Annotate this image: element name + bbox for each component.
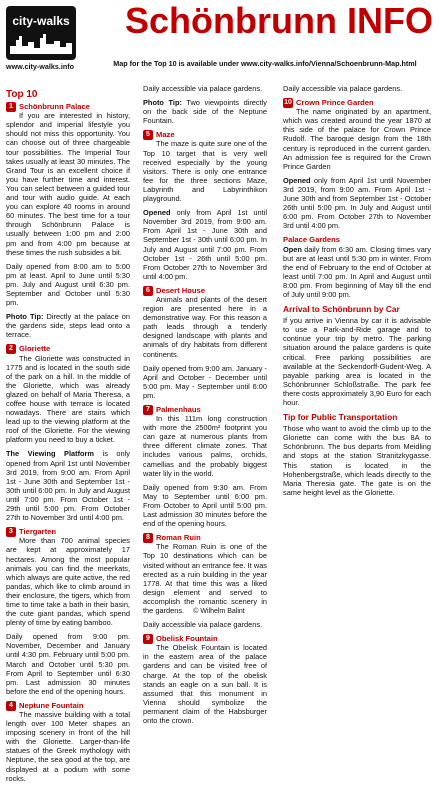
item-text: More than 700 animal species are kept at approximately 17 hectares. Among the most popular animals you can find the meerkats, which always are quite active, the red pandas, which like to climb around in their enclosure, the tigers, which from time to time take a bath in their basin, the cute giant pandas, which spend plenty of time by eating bamboo. [6, 536, 130, 628]
top10-heading: Top 10 [6, 89, 38, 100]
page-subtitle: Map for the Top 10 is available under www.city-walks.info/Vienna/Schoenbrunn-Map.html [113, 59, 417, 68]
item-hours: Daily opened from 8:00 am to 5:00 pm at least. April to June until 5:30 pm. July and August until 6:30 pm. September and October until 5:30 pm. [6, 261, 130, 308]
car-arrival-text: If you arrive in Vienna by car it is advisable to use a Park-and-Ride garage and to continue your trip by metro. The parking situation around the palace gardens is quite critical. Free parking possibilities are available at the Seckendorff-Gudent-Weg. A payable parking area is located in the Schönbrunner Schloßstraße. The park fee there costs approximately 3,90 Euro for each hour. [283, 316, 431, 407]
item-text: The Roman Ruin is one of the Top 10 destinations which can be visited without an entrance fee. It was erected as a ruin building in the year 1778. At that time this was a liked design element and served to accomplish the romantic scenery in the gardens. [143, 542, 267, 615]
item-hours: Daily accessible via palace gardens. [143, 620, 263, 630]
car-arrival-heading: Arrival to Schönbrunn by Car [283, 304, 400, 315]
item-hours: Daily opened from 9:00 pm. November, December and January until 4:30 pm. February until 5:00 pm. March and October until 5:30 pm. From April to September until 6:30 pm. Last admission 30 minutes before the end of the opening hours. [6, 632, 130, 696]
item-hours: Daily accessible via palace gardens. [143, 84, 263, 93]
item-text: If you are interested in history, splendor and imperial lifestyle you should not miss this opportunity. You can choose out of three chargeable tour possibilities. The Imperial Tour takes usually at least 30 minutes. The Grand Tour is an excellent choice if you have further time and interest. You can select between a guided tour and tour with audio guide. At each you can explore 40 rooms in around 60 minutes. The best time for a tour through Schönbrunn Palace is usually between 1:00 pm and 2:00 pm and from 4:00 pm because at these times the rush subsides a bit. [6, 111, 130, 257]
item-text: The Obelisk Fountain is located in the eastern area of the palace gardens and can be visited free of charge. At the top of the obelisk stands an eagle on a sun ball. It is assumed that this monument in Vienna should symbolize the permanent claim of the Habsburger onto the crown. [143, 643, 267, 725]
item-hours: Daily accessible via palace gardens. [283, 84, 403, 93]
item-heading: 8 Roman Ruin [143, 533, 267, 542]
palace-gardens-heading: Palace Gardens [283, 235, 340, 245]
item-heading: 2 Gloriette [6, 344, 130, 353]
item-number-badge: 9 [143, 634, 153, 644]
item-number-badge: 6 [143, 286, 153, 296]
page-title: Schönbrunn INFO [125, 0, 433, 41]
copyright-footer: © Wilhelm Balint [193, 608, 245, 615]
item-text: Animals and plants of the desert region are presented here in a demonstrative way. For this reason a path leads through a tenderly designed landscape with plants and animals of dry habitats from different continents. [143, 294, 267, 359]
item-number-badge: 2 [6, 344, 16, 354]
item-heading: 5 Maze [143, 130, 267, 139]
item-text: The maze is quite sure one of the Top 10 target that is very well received especially by the young visitors. There is only one entrance fee for the three sections Maze, Labyrinth and Labyrinthikon playground. [143, 139, 267, 204]
item-number-badge: 1 [6, 102, 16, 112]
logo-text: city-walks [12, 14, 70, 28]
item-number-badge: 8 [143, 533, 153, 543]
item-heading: 4 Neptune Fountain [6, 701, 130, 710]
item-hours: The Viewing Platform is only opened from April 1st until November 3rd 2019, from 9:00 am. From April 1st - June 30th and September 1st - 30th until 6:00 pm. In July and August until 7:00 pm. From October 1st - 29th until 5:00 pm. From October 27th to November 3rd until 4:00 pm. [6, 449, 130, 523]
item-text: The massive building with a total length over 100 Meter shapes an imposing scenery in front of the hill with the Gloriette. Larger-than-life statues of the Greek mythology with Neptune, the sea good at the top, are displayed at a podium with some rocks. [6, 710, 130, 783]
item-photo-tip: Photo Tip: Directly at the palace on the gardens side, steps lead onto a terrace. [6, 312, 131, 340]
column-2 [143, 84, 267, 730]
item-hours: Opened only from April 1st until November 3rd 2019, from 9:00 am. From April 1st - June 30th and from September 1st - October 26th until 5:00 pm. In July and August until 6:00 pm. From October 27th to November 3rd until 4:00 pm. [283, 175, 431, 231]
item-text: The Gloriette was constructed in 1775 and is located in the south side of the park on a hill. In the middle of the Gloriette, which was already glazed on behalf of Maria Theresa, a coffee house with terrace is located nowadays. There are stairs which lead up to the viewing platform at the roof of the Gloriette. For the viewing platform you need to buy a ticket. [6, 353, 130, 445]
city-skyline-icon [10, 32, 72, 54]
logo-url: www.city-walks.info [6, 62, 75, 71]
city-walks-logo [6, 6, 76, 70]
column-1 [6, 90, 130, 788]
item-hours: Daily opened from 9:00 am. January - April and October - December until 5:00 pm. May - September until 6:00 pm. [143, 363, 267, 400]
item-number-badge: 10 [284, 99, 292, 107]
item-hours: Opened only from April 1st until November 3rd 2019, from 9:00 am. From April 1st - June 30th and September 1st - 30th until 6:00 pm. In July and August until 7:00 pm. From October 1st - 26th until 5:00 pm. From October 27th to November 3rd until 4:00 pm. [143, 208, 267, 281]
item-heading: 9 Obelisk Fountain [143, 634, 267, 643]
item-number-badge: 7 [143, 405, 153, 415]
item-heading: 1 Schönbrunn Palace [6, 102, 130, 111]
item-heading: 7 Palmenhaus [143, 405, 267, 414]
item-number-badge: 5 [143, 130, 153, 140]
item-number-badge: 3 [6, 527, 16, 537]
column-3 [283, 84, 431, 502]
item-number-badge: 4 [6, 701, 16, 711]
item-text: The name originated by an apartment, which was created around the year 1870 at this side of the palace for Crown Prince Rudolf. The baroque design from the 18th century is reproduced in the current garden. An admission fee is required for the Crown Prince Garden [283, 107, 431, 171]
public-transport-heading: Tip for Public Transportation [283, 412, 398, 423]
item-heading: 10 Crown Prince Garden [284, 98, 374, 108]
item-hours: Daily opened from 9:30 am. From May to September until 6:00 pm. From October to April until 5:00 pm. Last admission 30 minutes before the end of the opening hours. [143, 482, 267, 529]
palace-gardens-text: Open daily from 6:30 am. Closing times vary but are at least until 5:30 pm in winter. From the end of February to the end of October at least until 7:00 pm. In April and August until 8:00 pm. From beginning of May till the end of July until 9:00 pm. [283, 244, 431, 299]
public-transport-text: Those who want to avoid the climb up to the Gloriette can come with the bus 8A to Schönbrunn. The bus departs from Meidling and stops at the station Stranitzkygasse. This station is located in the Hohenbergstraße, which leads directly to the Maria Theresia gate. The gate is on the same height level as the Gloriette. [283, 424, 431, 497]
item-photo-tip: Photo Tip: Two viewpoints directly on the back side of the Neptune Fountain. [143, 98, 267, 126]
item-text: In this 111m long construction with more the 2500m² footprint you can gaze at numerous plants from three different climate zones. That includes various palms, orchids, camellias and the probably biggest water lily in the world. [143, 414, 267, 478]
item-heading: 6 Desert House [143, 286, 267, 295]
item-heading: 3 Tiergarten [6, 527, 130, 536]
